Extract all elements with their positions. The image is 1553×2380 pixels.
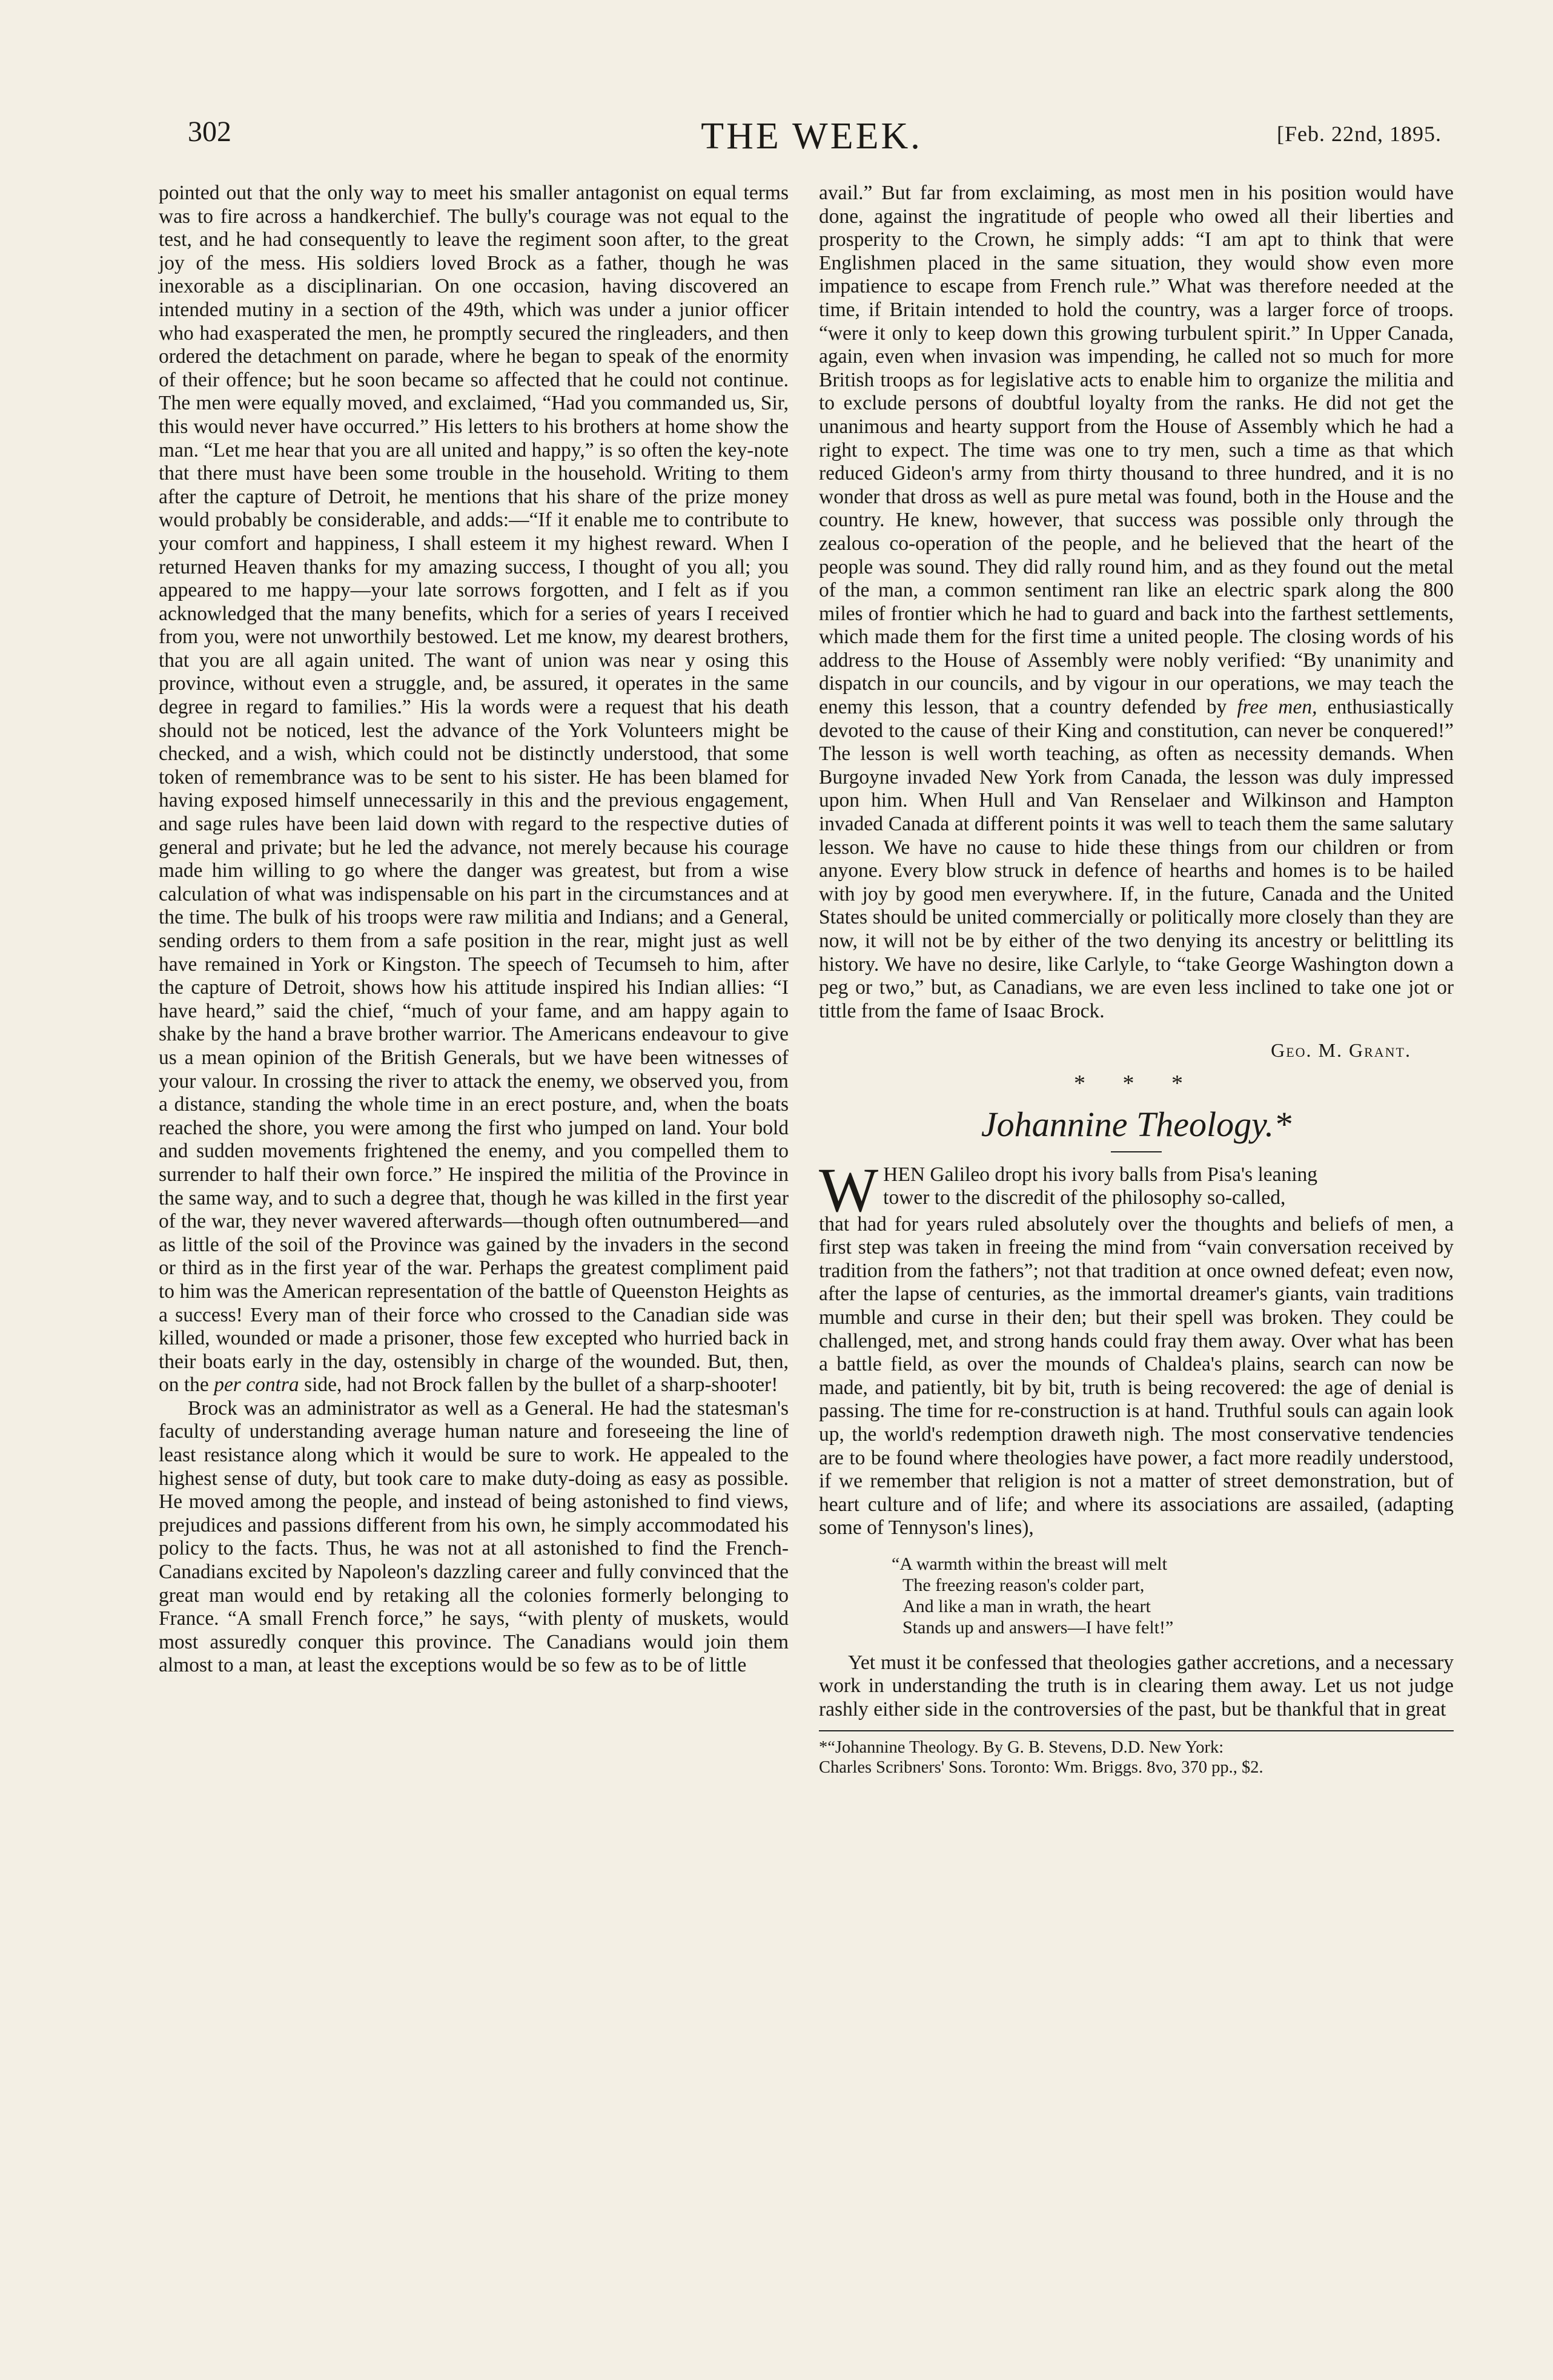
title-rule [1111, 1151, 1162, 1152]
italic-free-men: free men, [1237, 696, 1317, 719]
author-signature: Geo. M. Grant. [1271, 1039, 1411, 1062]
journal-title: THE WEEK. [701, 116, 922, 157]
footnote [819, 1737, 1454, 1777]
brock-paragraph-2: Brock was an administrator as well as a General. He had the statesman's faculty of understanding average human nature and foreseeing the line of least resistance along which it would be sure to work. He appealed to the highest sense of duty, but took care to make duty-doing as easy as possible. He moved among the people, and instead of being astonished to find views, prejudices and passions different from his own, he simply accommodated his policy to the facts. Thus, he was not at all astonished to find the French-Canadians excited by Napoleon's dazzling career and fully convinced that the great man would end by retaking all the colonies formerly belonging to France. “A small French force,” he says, “with plenty of muskets, would most assuredly conquer this province. The Canadians would join them almost to a man, at least the exceptions would be so few as to be of little [159, 1397, 789, 1677]
left-column [159, 182, 789, 1678]
brock-paragraph-3-text: avail.” But far from exclaiming, as most men in his position would have done, against the ingratitude of people who owed all their liberties and prosperity to the Crown, he simply adds: “I am apt to think that were Englishmen placed in the same situation, they would show even more impatience to escape from French rule.” What was therefore needed at the time, if Britain intended to hold the country, was a larger force of troops. “were it only to keep down this growing turbulent spirit.” In Upper Canada, again, even when invasion was impending, he called not so much for more British troops as for legislative acts to enable him to organize the militia and to exclude persons of doubtful loyalty from the ranks. He did not get the unanimous and hearty support from the House of Assembly which he had a right to expect. The time was one to try men, such a time as that which reduced Gideon's army from thirty thousand to three hundred, and it is no wonder that dross as well as pure metal was found, both in the House and the country. He knew, however, that success was possible only through the zealous co-operation of the people, and he believed that the heart of the people was sound. They did rally round him, and as they found out the metal of the man, a common sentiment ran like an electric spark along the 800 miles of frontier which he had to guard and back into the farthest settlements, which made them for the first time a united people. The closing words of his address to the House of Assembly were nobly verified: “By unanimity and dispatch in our councils, and by vigour in our operations, we may teach the enemy this lesson, that a country defended by [819, 182, 1454, 719]
verse-line: And like a man in wrath, the heart [902, 1596, 1151, 1616]
footnote-rule [819, 1730, 1454, 1731]
johannine-line-1: HEN Galileo dropt his ivory balls from Pisa's leaning [883, 1163, 1318, 1186]
footnote-line: Charles Scribners' Sons. Toronto: Wm. Briggs. 8vo, 370 pp., $2. [819, 1757, 1263, 1777]
brock-paragraph-1-text: pointed out that the only way to meet his smaller antagonist on equal terms was to fire across a handkerchief. The bully's courage was not equal to the test, and he had consequently to leave the regiment soon after, to the great joy of the mess. His soldiers loved Brock as a father, though he was inexorable as a disciplinarian. On one occasion, having discovered an intended mutiny in a section of the 49th, which was under a junior officer who had exasperated the men, he promptly secured the ringleaders, and then ordered the detachment on parade, where he began to speak of the enormity of their offence; but he soon became so affected that he could not continue. The men were equally moved, and exclaimed, “Had you commanded us, Sir, this would never have occurred.” His letters to his brothers at home show the man. “Let me hear that you are all united and happy,” is so often the key-note that there must have been some trouble in the household. Writing to them after the capture of Detroit, he mentions that his share of the prize money would probably be considerable, and adds:—“If it enable me to contribute to your comfort and happiness, I shall esteem it my highest reward. When I returned Heaven thanks for my amazing success, I thought of you all; you appeared to me happy—your late sorrows forgotten, and I felt as if you acknowledged that the many benefits, which for a series of years I received from you, were not unworthily bestowed. Let me know, my dearest brothers, that you are all again united. The want of union was near y osing this province, without even a struggle, and, be assured, it operates in the same degree in regard to families.” His la words were a request that his death should not be noticed, lest the advance of the York Volunteers might be checked, and a wish, which could not be distinctly understood, that some token of remembrance was to be sent to his sister. He has been blamed for having exposed himself unnecessarily in this and the previous engagement, and sage rules have been laid down with regard to the respective duties of general and private; but he led the advance, not merely because his courage made him willing to go where the danger was greatest, but from a wise calculation of what was indispensable on his part in the circumstances and at the time. The bulk of his troops were raw militia and Indians; and a General, sending orders to them from a safe position in the rear, might just as well have remained in York or Kingston. The speech of Tecumseh to him, after the capture of Detroit, shows how his attitude inspired his Indian allies: “I have heard,” said the chief, “much of your fame, and am happy again to shake by the hand a brave brother warrior. The Americans endeavour to give us a mean opinion of the British Generals, but we have been witnesses of your valour. In crossing the river to attack the enemy, we observed you, from a distance, standing the whole time in an erect posture, and, when the boats reached the shore, you were among the first who jumped on land. Your bold and sudden movements frightened the enemy, and you compelled them to surrender to half their own force.” He inspired the militia of the Province in the same way, and to such a degree that, though he was killed in the first year of the war, they never wavered afterwards—though often outnumbered—and as little of the soil of the Province was gained by the invaders in the second or third as in the first year of the war. Perhaps the greatest compliment paid to him was the American representation of the battle of Queenston Heights as a success! Every man of their force who crossed to the Canadian side was killed, wounded or made a prisoner, those few excepted who hurried back in their boats early in the day, ostensibly in charge of the wounded. But, then, on the [159, 182, 789, 1397]
verse-line: “A warmth within the breast will melt [892, 1553, 1167, 1574]
brock-paragraph-3-end: enthusiastically devoted to the cause of their King and constitution, can never be conquered!” The lesson is well worth teaching, as often as necessity demands. When Burgoyne invaded New York from Canada, the lesson was duly impressed upon him. When Hull and Van Renselaer and Wilkinson and Hampton invaded Canada at different points it was well to teach them the same salutary lesson. We have no cause to hide these things from our children or from anyone. Every blow struck in defence of hearths and homes is to be hailed with joy by good men everywhere. If, in the future, Canada and the United States should be united commercially or politically more closely than they are now, it will not be by either of the two denying its ancestry or belittling its history. We have no desire, like Carlyle, to “take George Washington down a peg or two,” but, as Canadians, we are even less inclined to take one jot or tittle from the fame of Isaac Brock. [819, 696, 1454, 1022]
johannine-paragraph-1-rest: that had for years ruled absolutely over the thoughts and beliefs of men, a first step was taken in freeing the mind from “vain conversation received by tradition from the fathers”; not that tradition at once owned defeat; even now, after the lapse of centuries, as the immortal dreamer's giants, vain traditions mumble and curse in their den; but their spell was broken. They could be challenged, met, and strong hands could fray them away. Over what has been a battle field, as over the mounds of Chaldea's plains, search can now be made, and patiently, bit by bit, truth is being recovered: the age of denial is passing. The time for re-construction is at hand. Truthful souls can again look up, the world's redemption draweth nigh. The most conservative tendencies are to be found where theologies have power, a fact more readily understood, if we remember that religion is not a matter of street demonstration, but of heart culture and of life; and where its associations are assailed, (adapting some of Tennyson's lines), [819, 1212, 1454, 1539]
verse-line: Stands up and answers—I have felt!” [902, 1617, 1174, 1638]
brock-paragraph-1 [159, 182, 789, 1397]
johannine-paragraph-1 [819, 1155, 1454, 1540]
italic-per-contra: per contra [214, 1373, 299, 1397]
johannine-paragraph-2: Yet must it be confessed that theologies gather accretions, and a necessary work in understanding the truth is in clearing them away. Let us not judge rashly either side in the controversies of the past, but be thankful that in great [819, 1651, 1454, 1721]
article-title: Johannine Theology.* [981, 1104, 1292, 1144]
page-number: 302 [188, 116, 231, 148]
page-header [182, 115, 1442, 164]
tennyson-verse [892, 1553, 1454, 1638]
section-ornament: * * * [1074, 1070, 1199, 1096]
brock-paragraph-1-end: side, had not Brock fallen by the bullet of a sharp-shooter! [299, 1373, 778, 1397]
issue-date: [Feb. 22nd, 1895. [1277, 122, 1442, 146]
right-column [819, 182, 1454, 1777]
footnote-line: *“Johannine Theology. By G. B. Stevens, D.D. New York: [819, 1737, 1224, 1757]
verse-line: The freezing reason's colder part, [902, 1575, 1145, 1595]
drop-cap: W [819, 1155, 879, 1225]
johannine-line-2: tower to the discredit of the philosophy so-called, [883, 1186, 1286, 1209]
brock-paragraph-3 [819, 182, 1454, 1023]
